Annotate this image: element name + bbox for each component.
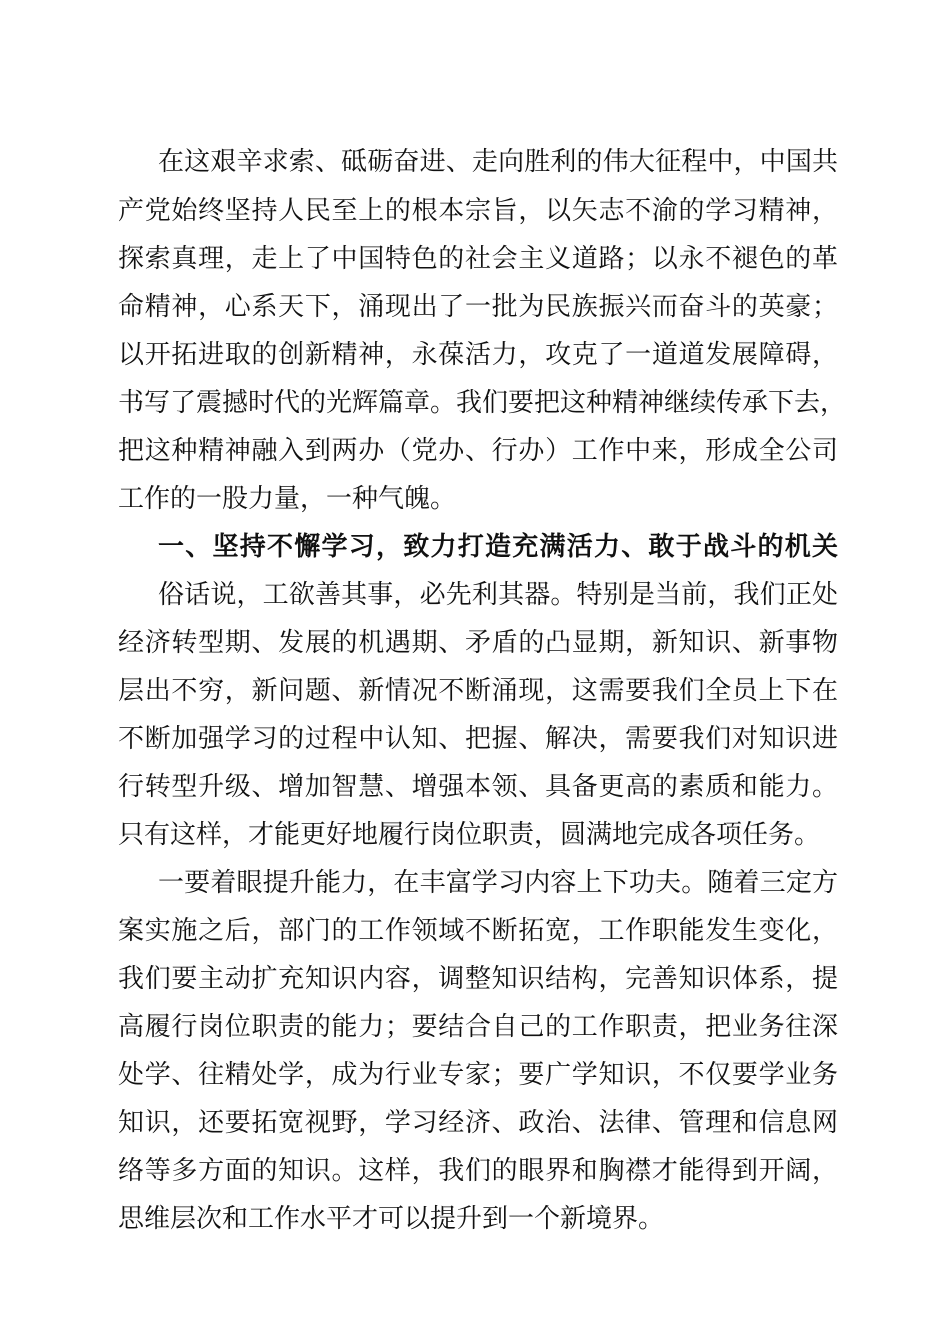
paragraph-3-line-3: 我们要主动扩充知识内容，调整知识结构，完善知识体系，提 (118, 964, 838, 994)
paragraph-3-line-8: 思维层次和工作水平才可以提升到一个新境界。 (118, 1204, 665, 1234)
paragraph-1-line-3: 探索真理，走上了中国特色的社会主义道路；以永不褪色的革 (118, 244, 838, 274)
paragraph-2-line-4: 不断加强学习的过程中认知、把握、解决，需要我们对知识进 (118, 724, 838, 754)
section-heading: 一、坚持不懈学习，致力打造充满活力、敢于战斗的机关 (158, 532, 838, 562)
paragraph-3-line-2: 案实施之后，部门的工作领域不断拓宽，工作职能发生变化， (118, 916, 838, 946)
paragraph-1-line-7: 把这种精神融入到两办（党办、行办）工作中来，形成全公司 (118, 436, 838, 466)
paragraph-1-line-6: 书写了震撼时代的光辉篇章。我们要把这种精神继续传承下去， (118, 388, 847, 418)
paragraph-2-line-3: 层出不穷，新问题、新情况不断涌现，这需要我们全员上下在 (118, 676, 838, 706)
paragraph-2-line-2: 经济转型期、发展的机遇期、矛盾的凸显期，新知识、新事物 (118, 628, 838, 658)
paragraph-2-line-5: 行转型升级、增加智慧、增强本领、具备更高的素质和能力。 (118, 772, 838, 802)
paragraph-3-line-6: 知识，还要拓宽视野，学习经济、政治、法律、管理和信息网 (118, 1108, 838, 1138)
paragraph-1-line-8: 工作的一股力量，一种气魄。 (118, 484, 457, 514)
paragraph-1-line-2: 产党始终坚持人民至上的根本宗旨，以矢志不渝的学习精神， (118, 196, 838, 226)
paragraph-1-line-5: 以开拓进取的创新精神，永葆活力，攻克了一道道发展障碍， (118, 340, 838, 370)
paragraph-3-line-4: 高履行岗位职责的能力；要结合自己的工作职责，把业务往深 (118, 1012, 838, 1042)
paragraph-2-line-1: 俗话说，工欲善其事，必先利其器。特别是当前，我们正处 (158, 580, 838, 610)
paragraph-3-line-7: 络等多方面的知识。这样，我们的眼界和胸襟才能得到开阔， (118, 1156, 838, 1186)
paragraph-1-line-4: 命精神，心系天下，涌现出了一批为民族振兴而奋斗的英豪； (118, 292, 838, 322)
paragraph-2-line-6: 只有这样，才能更好地履行岗位职责，圆满地完成各项任务。 (118, 820, 821, 850)
paragraph-1-line-1: 在这艰辛求索、砥砺奋进、走向胜利的伟大征程中，中国共 (158, 147, 838, 177)
paragraph-3-line-5: 处学、往精处学，成为行业专家；要广学知识，不仅要学业务 (118, 1060, 838, 1090)
paragraph-3-line-1: 一要着眼提升能力，在丰富学习内容上下功夫。随着三定方 (158, 868, 838, 898)
